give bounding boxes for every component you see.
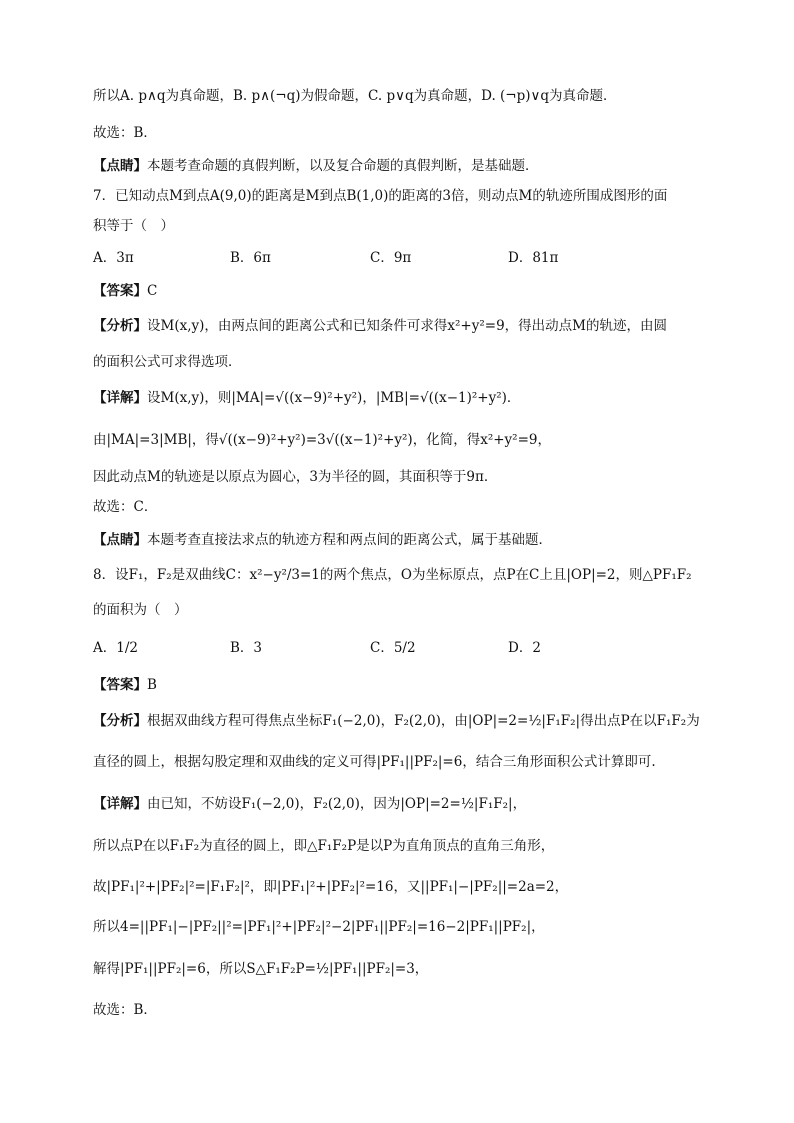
- text-line: 故选：B．: [93, 1002, 157, 1018]
- question-line: 积等于（ ）: [93, 218, 174, 234]
- text-line: 【点睛】本题考查命题的真假判断，以及复合命题的真假判断，是基础题．: [93, 158, 539, 174]
- text-line: 解得|PF₁||PF₂|=6，所以S△F₁F₂P=½|PF₁||PF₂|=3，: [93, 961, 429, 977]
- text-line: 直径的圆上，根据勾股定理和双曲线的定义可得|PF₁||PF₂|=6，结合三角形面积公式计算即可.: [93, 754, 656, 770]
- text-line: 所以4=||PF₁|−|PF₂||²=|PF₁|²+|PF₂|²−2|PF₁||PF₂|=16−2|PF₁||PF₂|，: [93, 919, 545, 935]
- section-tag: 【点睛】: [93, 158, 147, 174]
- section-tag: 【详解】: [93, 796, 147, 812]
- option-d: D．81π: [508, 250, 559, 266]
- section-tag: 【点睛】: [93, 532, 147, 548]
- option-b: B．6π: [230, 250, 271, 266]
- text-line: 所以点P在以F₁F₂为直径的圆上，即△F₁F₂P是以P为直角顶点的直角三角形，: [93, 838, 555, 854]
- option-d: D．2: [508, 640, 541, 656]
- section-tag: 【答案】: [93, 677, 147, 693]
- text-line: 【详解】设M(x,y)，则|MA|=√((x−9)²+y²)，|MB|=√((x−1)²+y²)．: [93, 390, 521, 406]
- text-line: 【详解】由已知，不妨设F₁(−2,0)，F₂(2,0)，因为|OP|=2=½|F₁F₂|，: [93, 796, 527, 812]
- question-line: 8．设F₁，F₂是双曲线C：x²−y²/3=1的两个焦点，O为坐标原点，点P在C上且|OP|=2，则△PF₁F₂: [93, 567, 692, 583]
- option-a: A．3π: [93, 250, 134, 266]
- text-line: 【分析】根据双曲线方程可得焦点坐标F₁(−2,0)，F₂(2,0)，由|OP|=2=½|F₁F₂|得出点P在以F₁F₂为: [93, 713, 700, 729]
- section-tag: 【详解】: [93, 390, 147, 406]
- text-line: 因此动点M的轨迹是以原点为圆心，3为半径的圆，其面积等于9π．: [93, 469, 498, 485]
- text-line: 故|PF₁|²+|PF₂|²=|F₁F₂|²，即|PF₁|²+|PF₂|²=16，又||PF₁|−|PF₂||=2a=2，: [93, 879, 569, 895]
- text-line: 故选：B．: [93, 125, 157, 141]
- question-line: 的面积为（ ）: [93, 602, 188, 618]
- text-line: 由|MA|=3|MB|，得√((x−9)²+y²)=3√((x−1)²+y²)，化简，得x²+y²=9，: [93, 432, 551, 448]
- section-tag: 【答案】: [93, 283, 147, 299]
- text-line: 【点睛】本题考查直接法求点的轨迹方程和两点间的距离公式，属于基础题．: [93, 532, 552, 548]
- text-line: 【分析】设M(x,y)，由两点间的距离公式和已知条件可求得x²+y²=9，得出动点M的轨迹，由圆: [93, 318, 667, 334]
- section-tag: 【分析】: [93, 713, 147, 729]
- text-line: 所以A. p∧q为真命题，B. p∧(¬q)为假命题，C. p∨q为真命题，D. (¬p)∨q为真命题．: [93, 88, 617, 104]
- answer-line: 【答案】C: [93, 283, 158, 299]
- option-c: C．5/2: [370, 640, 416, 656]
- option-c: C．9π: [370, 250, 412, 266]
- text-line: 故选：C．: [93, 499, 158, 515]
- question-line: 7．已知动点M到点A(9,0)的距离是M到点B(1,0)的距离的3倍，则动点M的轨迹所围成图形的面: [93, 188, 668, 204]
- text-line: 的面积公式可求得选项．: [93, 354, 242, 370]
- option-b: B．3: [230, 640, 263, 656]
- section-tag: 【分析】: [93, 318, 147, 334]
- answer-line: 【答案】B: [93, 677, 157, 693]
- option-a: A．1/2: [93, 640, 138, 656]
